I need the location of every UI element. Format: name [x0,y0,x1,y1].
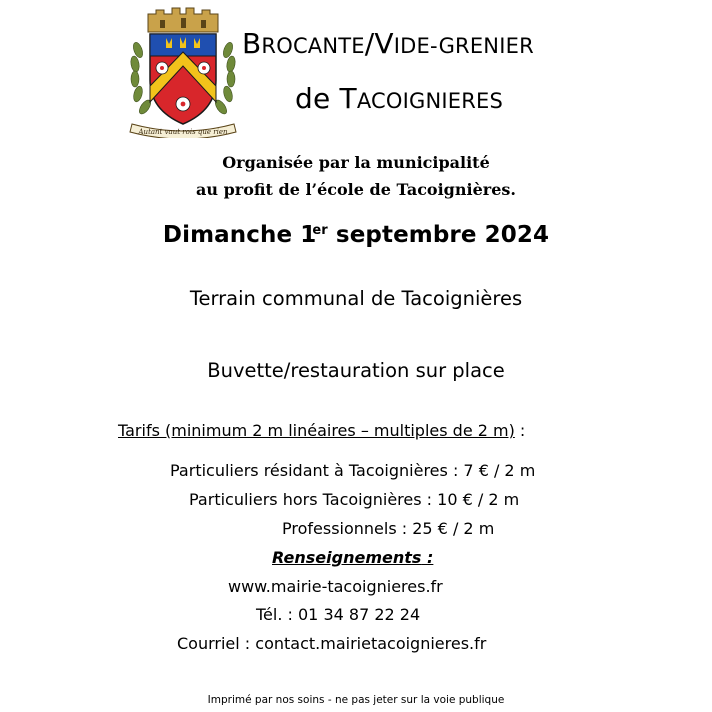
website-link[interactable]: www.mairie-tacoignieres.fr [228,577,443,596]
refreshments-note: Buvette/restauration sur place [207,359,505,382]
tarif-row-non-residents: Particuliers hors Tacoignières : 10 € / 2 m [189,490,520,509]
email-contact: Courriel : contact.mairietacoignieres.fr [177,634,487,653]
event-venue: Terrain communal de Tacoignières [189,287,523,310]
organiser-line-1: Organisée par la municipalité [222,153,490,172]
phone-number: Tél. : 01 34 87 22 24 [256,605,421,624]
event-date: Dimanche 1er septembre 2024 [162,222,550,248]
organiser-line-2: au profit de l’école de Tacoignières. [196,180,516,199]
organiser-text [0,149,712,203]
info-heading: Renseignements : [272,548,434,567]
coat-of-arms-icon [126,6,240,138]
tarifs-heading: Tarifs (minimum 2 m linéaires – multiples de 2 m) : [118,421,526,440]
crest-motto: Autant vaut rois que rien [138,128,228,136]
page-title-line-2: de TACOIGNIERES [295,82,504,115]
tarif-row-professionals: Professionnels : 25 € / 2 m [282,519,495,538]
tarif-row-residents: Particuliers résidant à Tacoignières : 7 € / 2 m [170,461,536,480]
page-title-line-1: BROCANTE/VIDE-GRENIER [242,27,534,60]
footer-note: Imprimé par nos soins - ne pas jeter sur la voie publique [207,694,505,706]
